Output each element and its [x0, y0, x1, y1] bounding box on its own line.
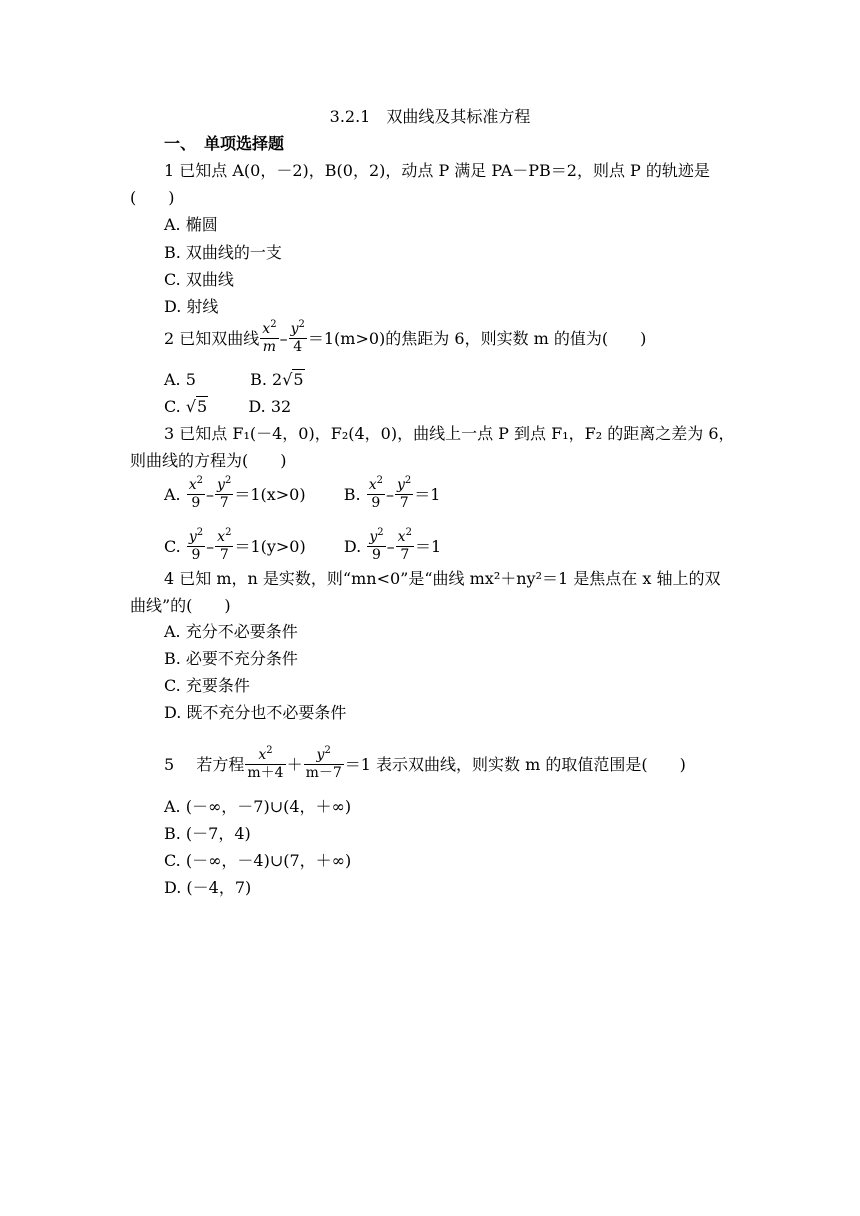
question-5-option-d: D. (－4，7) [164, 878, 252, 897]
sqrt-icon: √5 [185, 397, 208, 416]
question-number: 1 [164, 161, 175, 180]
question-1-option-b: B. 双曲线的一支 [164, 243, 282, 262]
fraction-x2-over-m-plus-4: $\frac{x^2}{m+4}$ [247, 745, 284, 781]
question-text: 已知点 A(0，－2)，B(0，2)，动点 P 满足 PA－PB＝2，则点 P 的轨迹是 [179, 161, 710, 180]
question-4 [164, 569, 720, 589]
page-title: 3.2.1 双曲线及其标准方程 [329, 107, 531, 126]
question-3-option-c: C. $\frac{y^2}{9}$ – $\frac{x^2}{7}$ ＝1(y>0) [164, 527, 306, 563]
question-5-option-b: B. (－7，4) [164, 824, 251, 843]
question-4-option-a: A. 充分不必要条件 [164, 622, 298, 641]
question-5: 5 若方程 $\frac{x^2}{m+4}$ ＋ $\frac{y^2}{m-7}$ ＝1 表示双曲线，则实数 m 的取值范围是( ) [164, 745, 686, 781]
question-4-option-d: D. 既不充分也不必要条件 [164, 703, 347, 722]
question-4-continued: 曲线”的( ) [130, 596, 231, 615]
question-text: 已知点 F₁(－4，0)，F₂(4，0)，曲线上一点 P 到点 F₁，F₂ 的距离之差为 6， [179, 424, 735, 443]
sqrt-icon: √5 [282, 370, 304, 389]
fraction-y2-over-4: $\frac{y^2}{4}$ [290, 319, 305, 355]
question-number: 3 [164, 424, 175, 443]
question-2-options-cd [164, 397, 291, 417]
question-5-option-a: A. (－∞，－7)∪(4，＋∞) [164, 797, 352, 816]
question-3-option-d: D. $\frac{y^2}{9}$ – $\frac{x^2}{7}$ ＝1 [343, 527, 442, 563]
question-1-option-d: D. 射线 [164, 297, 219, 316]
section-heading: 一、 单项选择题 [164, 134, 285, 153]
question-1 [164, 161, 710, 181]
question-2-option-b: B. 2√5 [250, 370, 304, 389]
question-2: 2 已知双曲线 $\frac{x^2}{m}$ – $\frac{y^2}{4}$ ＝1(m>0)的焦距为 6，则实数 m 的值为( ) [164, 319, 647, 355]
question-number: 2 [164, 329, 175, 348]
question-1-option-a: A. 椭圆 [164, 215, 218, 234]
question-3-options-cd [164, 527, 442, 565]
question-4-option-b: B. 必要不充分条件 [164, 649, 298, 668]
question-number: 4 [164, 569, 175, 588]
question-5-option-c: C. (－∞，－4)∪(7，＋∞) [164, 851, 352, 870]
question-3-options-ab [164, 475, 441, 513]
question-2-option-c: C. √5 [164, 397, 208, 416]
question-2-options-ab [164, 370, 305, 390]
question-2-option-a: A. 5 [164, 370, 196, 389]
question-text: ＝1 表示双曲线，则实数 m 的取值范围是( ) [344, 755, 686, 774]
question-3-continued: 则曲线的方程为( ) [130, 451, 287, 470]
question-2-option-d: D. 32 [248, 397, 292, 416]
question-3-option-a: A. $\frac{x^2}{9}$ – $\frac{y^2}{7}$ ＝1(x>0) [164, 475, 306, 511]
question-text: 已知 m，n 是实数，则“mn<0”是“曲线 mx²＋ny²＝1 是焦点在 x 轴上的双 [179, 569, 721, 588]
question-1-continued: ( ) [130, 188, 175, 207]
fraction-y2-over-m-minus-7: $\frac{y^2}{m-7}$ [305, 745, 342, 781]
question-4-option-c: C. 充要条件 [164, 676, 250, 695]
question-text: 已知双曲线 [179, 329, 260, 348]
question-text: 若方程 [196, 755, 245, 774]
question-3-option-b: B. $\frac{x^2}{9}$ – $\frac{y^2}{7}$ ＝1 [343, 475, 441, 511]
question-3 [164, 424, 735, 444]
question-number: 5 [164, 755, 175, 774]
question-text: ＝1(m>0)的焦距为 6，则实数 m 的值为( ) [307, 329, 647, 348]
fraction-x2-over-m: $\frac{x^2}{m}$ [262, 319, 277, 355]
question-1-option-c: C. 双曲线 [164, 270, 234, 289]
